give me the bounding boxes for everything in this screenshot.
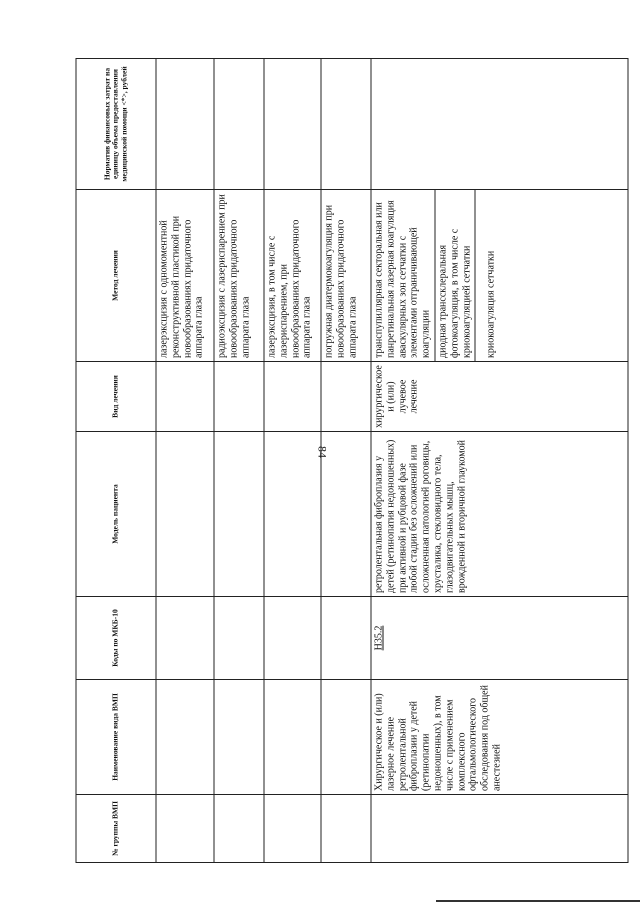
mkb-code-cell (371, 597, 628, 680)
table-row (321, 59, 371, 863)
header-row (76, 59, 156, 863)
method-item: транспупиллярная секторальная или панретинальная лазерная коагуляция аваскулярных зон сетчатки с элементами отграничивающей коагуляции (372, 190, 436, 361)
table-row (214, 59, 264, 863)
method-cell-multi (371, 190, 628, 362)
method-cell: лазерэксцизия с одномоментной реконструктивной пластикой при новообразованиях придаточного аппарата глаза (156, 190, 214, 362)
header-mkb-codes: Коды по МКБ-10 (76, 597, 156, 680)
table-row (156, 59, 214, 863)
scan-edge-line (436, 900, 640, 902)
method-item: диодная транссклеральная фотокоагуляция, в том числе с криокоагуляцией сетчатки (435, 190, 475, 361)
treatment-type-cell: хирургическое и (или) лучевое лечение (371, 362, 628, 432)
rotated-table-container (76, 59, 629, 863)
method-cell: погружная диатермокоагуляция при новообразованиях придаточного аппарата глаза (321, 190, 371, 362)
method-cell: лазерэксцизия, в том числе с лазериспарением, при новообразованиях придаточного аппарата глаза (264, 190, 321, 362)
method-cell: радиоэксцизия с лазериспарением при новообразованиях придаточного аппарата глаза (214, 190, 264, 362)
vmp-name-cell: Хирургическое и (или) лазерное лечение ретролентальной фиброплазии у детей (ретинопатии недоношенных), в том числе с применением комплексного офтальмологического обследования под общей анестезией (371, 680, 628, 795)
header-cost-norm: Норматив финансовых затрат на единицу объема предоставления медицинской помощи <*>, рублей (76, 59, 156, 190)
header-treatment-method: Метод лечения (76, 190, 156, 362)
table-row (371, 59, 628, 863)
header-treatment-type: Вид лечения (76, 362, 156, 432)
method-item: криокоагуляция сетчатки (485, 250, 497, 358)
table-row (264, 59, 321, 863)
header-vmp-name: Наименование вида ВМП (76, 680, 156, 795)
vmp-table (76, 58, 629, 863)
header-group-no: № группы ВМП (76, 795, 156, 863)
patient-model-cell: ретролентальная фиброплазия у детей (ретинопатия недоношенных) при активной и рубцовой фазе любой стадии без осложнений или осложненная патологией роговицы, хрусталика, стекловидного тела, глазодвигательных мышц, врожденной и вторичной глаукомой (371, 432, 628, 597)
mkb-code: H35.2 (373, 625, 385, 651)
header-patient-model: Модель пациента (76, 432, 156, 597)
page-number: 84 (315, 446, 330, 458)
